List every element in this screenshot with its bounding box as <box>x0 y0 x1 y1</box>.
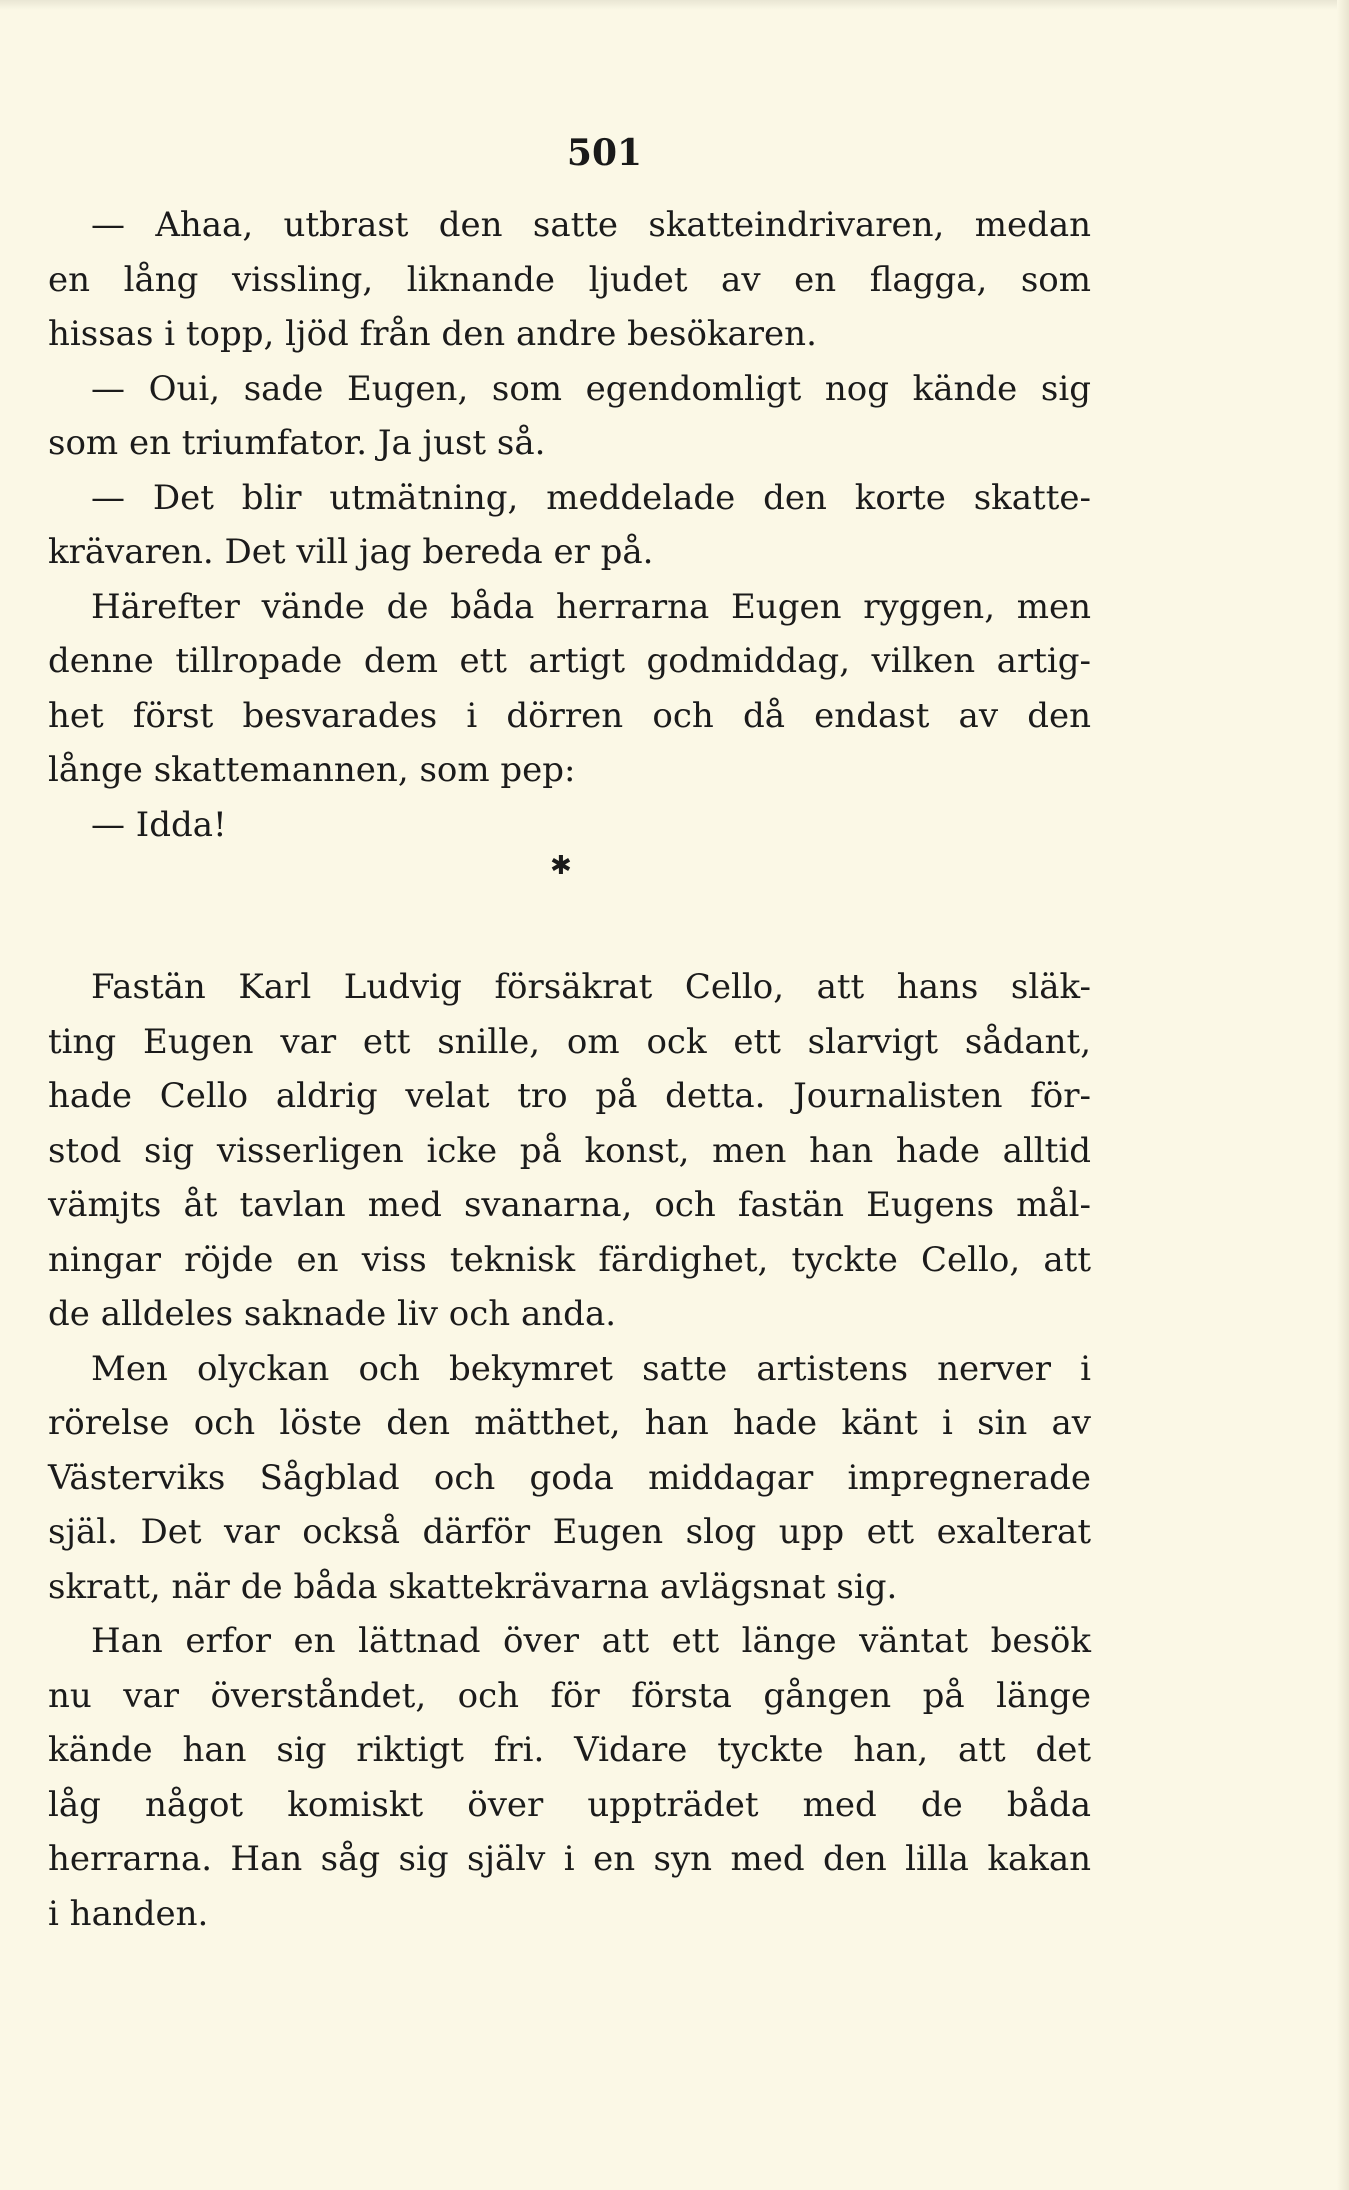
text-line: en lång vissling, liknande ljudet av en flagga, som <box>48 259 1091 300</box>
text-line: själ. Det var också därför Eugen slog upp ett exalterat <box>48 1512 1091 1552</box>
text-line: rörelse och löste den mätthet, han hade känt i sin av <box>48 1403 1091 1443</box>
text-line: hade Cello aldrig velat tro på detta. Journalisten för- <box>48 1076 1091 1116</box>
page-number: 501 <box>566 132 643 174</box>
text-line: herrarna. Han såg sig själv i en syn med den lilla kakan <box>48 1839 1091 1879</box>
text-line: ting Eugen var ett snille, om ock ett slarvigt sådant, <box>48 1021 1091 1062</box>
text-line: nu var överståndet, och för första gången på länge <box>48 1675 1091 1716</box>
text-line: långe skattemannen, som pep: <box>48 750 576 790</box>
text-line: — Det blir utmätning, meddelade den korte skatte- <box>91 477 1091 518</box>
text-line: het först besvarades i dörren och då endast av den <box>48 695 1091 736</box>
text-line: denne tillropade dem ett artigt godmiddag, vilken artig- <box>48 641 1091 681</box>
text-line: hissas i topp, ljöd från den andre besökaren. <box>48 314 817 354</box>
text-line: — Ahaa, utbrast den satte skatteindrivaren, medan <box>91 205 1091 245</box>
text-line: — Idda! <box>91 804 227 845</box>
text-line: i handen. <box>48 1893 209 1934</box>
text-line: kände han sig riktigt fri. Vidare tyckte han, att det <box>48 1730 1091 1770</box>
text-line: skratt, när de båda skattekrävarna avlägsnat sig. <box>48 1566 898 1607</box>
text-line: Härefter vände de båda herrarna Eugen ryggen, men <box>91 586 1091 627</box>
text-line: låg något komiskt över uppträdet med de båda <box>48 1784 1091 1825</box>
text-line: — Oui, sade Eugen, som egendomligt nog kände sig <box>91 368 1091 409</box>
text-block-1 <box>48 198 1091 852</box>
text-line: de alldeles saknade liv och anda. <box>48 1294 617 1334</box>
text-line: Västerviks Sågblad och goda middagar impregnerade <box>48 1457 1091 1498</box>
text-line: Han erfor en lättnad över att ett länge väntat besök <box>91 1621 1091 1661</box>
text-line: Men olyckan och bekymret satte artistens nerver i <box>91 1348 1091 1389</box>
text-line: krävaren. Det vill jag bereda er på. <box>48 532 654 572</box>
text-line: som en triumfator. Ja just så. <box>48 423 546 463</box>
section-break-ornament: ✱ <box>550 851 572 881</box>
page-right-edge <box>1337 0 1349 2190</box>
text-line: ningar röjde en viss teknisk färdighet, tyckte Cello, att <box>48 1239 1091 1280</box>
text-line: vämjts åt tavlan med svanarna, och fastän Eugens mål- <box>48 1185 1091 1225</box>
text-line: Fastän Karl Ludvig försäkrat Cello, att hans släk- <box>91 967 1091 1007</box>
text-block-2 <box>48 960 1091 1941</box>
text-line: stod sig visserligen icke på konst, men han hade alltid <box>48 1130 1091 1171</box>
page-top-edge <box>0 0 1349 10</box>
